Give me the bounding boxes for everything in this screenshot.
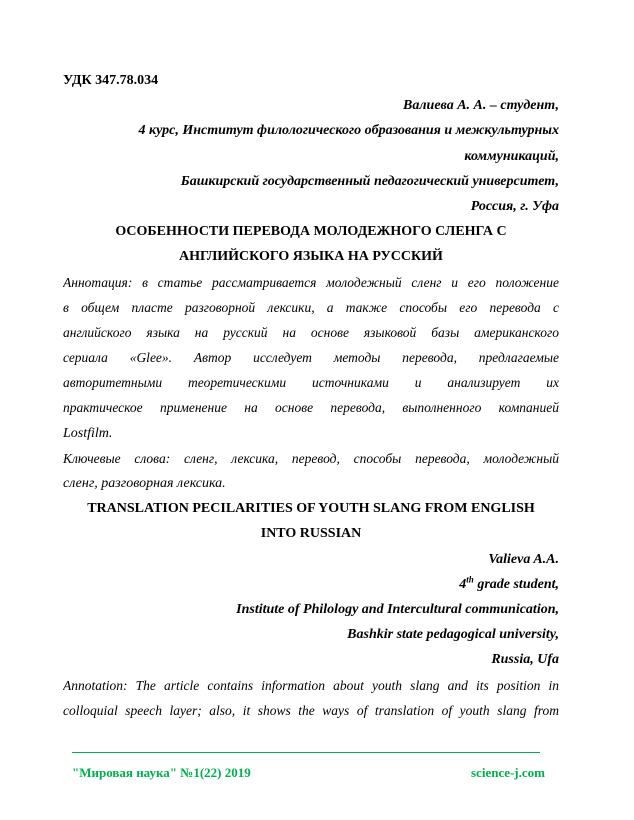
abstract-ru-line: сериала «Glee». Автор исследует методы перевода, предлагаемые <box>63 350 559 366</box>
abstract-ru-line: Lostfilm. <box>63 425 113 441</box>
grade-number: 4 <box>459 576 467 592</box>
udc-number: УДК 347.78.034 <box>63 73 159 88</box>
keywords-ru-line: сленг, разговорная лексика. <box>63 476 226 491</box>
abstract-ru-line: в общем пласте разговорной лексики, а также способы его перевода с <box>63 299 559 315</box>
title-ru-line: ОСОБЕННОСТИ ПЕРЕВОДА МОЛОДЕЖНОГО СЛЕНГА С <box>115 224 507 240</box>
grade-ordinal-suffix: th <box>466 574 474 585</box>
grade-text: grade student, <box>473 576 559 592</box>
author-en-name: Valieva A.A. <box>488 551 559 567</box>
author-ru-institute: коммуникаций, <box>464 148 559 164</box>
abstract-ru-line: практическое применение на основе перевода, выполненного компанией <box>63 400 559 416</box>
article-content <box>63 68 559 723</box>
author-en-grade <box>63 572 559 597</box>
author-ru-location: Россия, г. Уфа <box>470 198 559 214</box>
title-en-line: INTO RUSSIAN <box>260 526 362 542</box>
author-ru-university: Башкирский государственный педагогический университет, <box>180 173 559 189</box>
author-en-location: Russia, Ufa <box>491 652 559 668</box>
abstract-ru-line: английского языка на русский на основе языковой базы американского <box>63 324 559 340</box>
keywords-ru-line: Ключевые слова: сленг, лексика, перевод, способы перевода, молодежный <box>63 450 559 466</box>
author-en-university: Bashkir state pedagogical university, <box>347 627 559 643</box>
page-footer <box>72 752 545 781</box>
title-ru-line: АНГЛИЙСКОГО ЯЗЫКА НА РУССКИЙ <box>179 249 443 265</box>
author-ru-name: Валиева А. А. – студент, <box>403 98 559 114</box>
author-ru-course: 4 курс, Институт филологического образования и межкультурных <box>138 123 559 139</box>
abstract-en-line: Annotation: The article contains information about youth slang and its position in <box>63 677 559 693</box>
title-en-line: TRANSLATION PECILARITIES OF YOUTH SLANG FROM ENGLISH <box>87 501 535 517</box>
site-link[interactable]: science-j.com <box>471 765 545 780</box>
abstract-ru-line: авторитетными теоретическими источниками и анализирует их <box>63 375 559 391</box>
abstract-en-line: colloquial speech layer; also, it shows the ways of translation of youth slang from <box>63 702 559 718</box>
footer-divider <box>72 752 540 753</box>
abstract-ru-line: Аннотация: в статье рассматривается молодежный сленг и его положение <box>63 274 559 290</box>
journal-issue: "Мировая наука" №1(22) 2019 <box>72 765 251 780</box>
author-en-institute: Institute of Philology and Intercultural communication, <box>236 601 559 617</box>
